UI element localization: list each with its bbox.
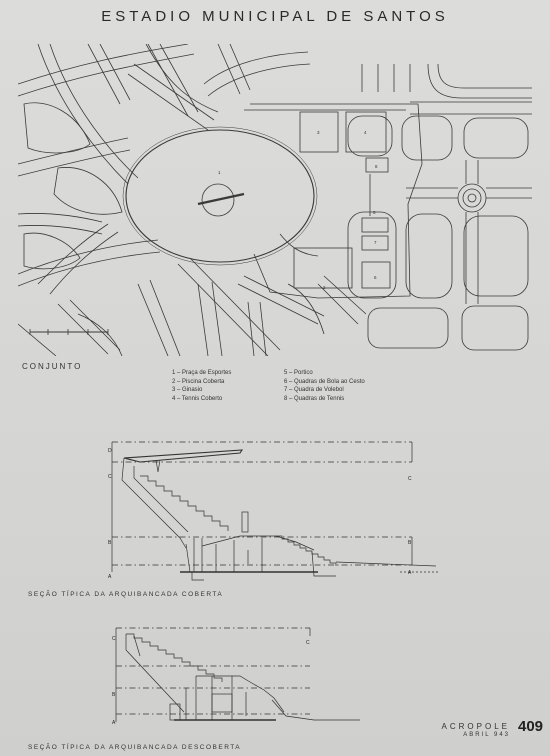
level-b-left: B [108,540,112,546]
covered-grandstand-section [100,432,442,588]
uncovered-grandstand-section [100,616,400,734]
publication-credit [442,722,510,740]
plan-label-5: 5 [373,210,376,215]
level-c-right: C [408,476,412,482]
level-b-left-2: B [112,692,116,698]
covered-section-caption: SEÇÃO TÍPICA DA ARQUIBANCADA COBERTA [28,591,224,598]
page-number: 409 [518,718,544,735]
legend-item: 6 – Quadras de Bola ao Cesto [284,378,365,385]
plan-label-2: 2 [323,285,326,290]
legend-item: 3 – Ginasio [172,387,203,394]
level-d-left: D [108,448,112,454]
legend-item: 8 – Quadras de Tennis [284,395,345,402]
magazine-name: ACROPOLE [441,722,510,731]
level-c-right-2: C [306,640,310,646]
level-c-left: C [108,474,112,480]
uncovered-section-caption: SEÇÃO TÍPICA DA ARQUIBANCADA DESCOBERTA [28,744,242,751]
plan-label-4: 4 [364,130,367,135]
page-title: ESTADIO MUNICIPAL DE SANTOS [101,8,449,25]
level-c-left-2: C [112,636,116,642]
plan-label-1: 1 [218,170,221,175]
legend-column-1 [172,369,231,403]
legend-item: 5 – Portico [284,370,313,376]
legend-item: 7 – Quadra de Volebol [284,387,344,394]
legend-item: 2 – Piscina Coberta [172,378,225,385]
plan-label-8: 8 [375,164,378,169]
plan-label-7: 7 [374,240,377,245]
site-plan [18,44,532,356]
legend-column-2 [284,369,365,403]
level-b-right: B [408,540,412,546]
legend-item: 4 – Tennis Coberto [172,395,223,402]
issue-date: ABRIL 943 [463,732,510,738]
plan-label-6: 6 [374,275,377,280]
level-a-right: A [408,570,412,576]
level-a-left-2: A [112,720,116,726]
legend-item: 1 – Praça de Esportes [172,370,232,376]
level-a-left: A [108,574,112,580]
legend-heading: CONJUNTO [22,362,83,371]
plan-label-3: 3 [317,130,320,135]
